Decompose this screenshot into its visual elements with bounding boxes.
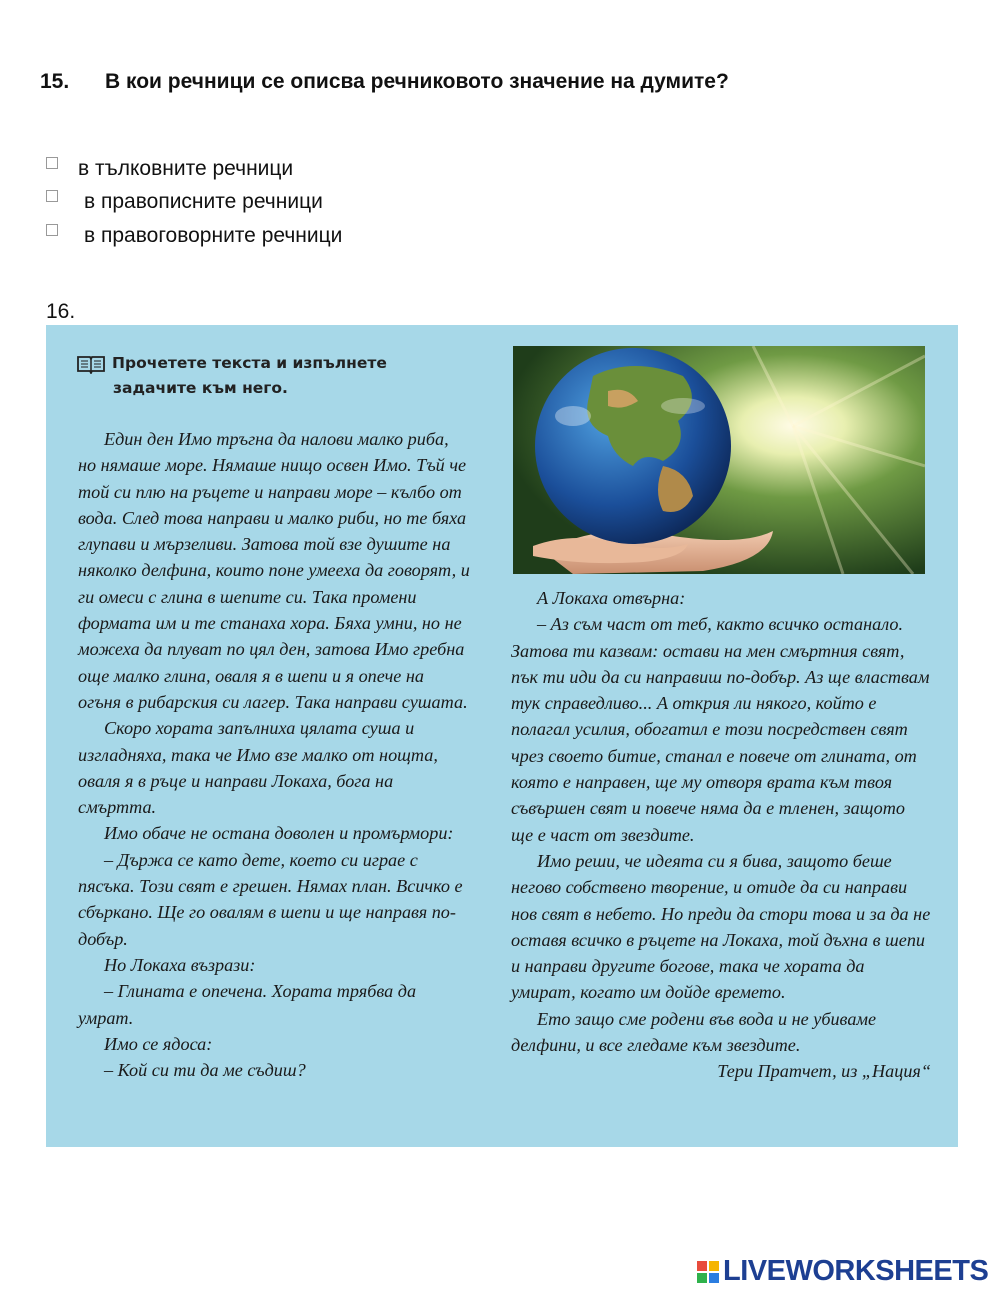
task-line-2: задачите към него. <box>113 379 288 397</box>
answer-label: в правописните речници <box>84 190 323 213</box>
story-paragraph: – Аз съм част от теб, както всичко останало. Затова ти казвам: остави на мен смъртния свят, пък ти иди да си направиш по-добър. Аз ще властвам тук справедливо... А открия ли някого, който е полагал усилия, обогатил е този посредствен свят чрез своето битие, станал е повече от глината, от която е направен, ще му отворя врата към твоя съвършен свят и повече няма да е тленен, защото ще е част от звездите. <box>511 614 930 845</box>
story-paragraph: Ето защо сме родени във вода и не убиваме делфини, и все гледаме към звездите. <box>511 1008 877 1056</box>
question-16-number: 16. <box>46 300 76 323</box>
checkbox[interactable] <box>46 157 58 169</box>
answer-option[interactable] <box>46 157 293 181</box>
story-paragraph: – Държа се като дете, което си играе с пясъка. Този свят е грешен. Нямах план. Всичко е сбъркано. Ще го овалям в шепи и ще направя по-добър. <box>78 849 463 949</box>
story-paragraph: Един ден Имо тръгна да налови малко риба, но нямаше море. Нямаше нищо освен Имо. Тъй че той си плю на ръцете и направи море – кълбо от вода. След това направи и малко риби, но те бяха глупави и мързеливи. Затова той взе душите на няколко делфина, които поне умееха да говорят, и ги омеси с глина в шепите си. Така промени формата им и те станаха хора. Бяха умни, но не можеха да плуват по цял ден, затова Имо гребна още малко глина, оваля я в шепи и я опече на огъня в рибарския си лагер. Така направи сушата. <box>78 429 470 712</box>
answer-option[interactable] <box>46 190 323 214</box>
story-paragraph: – Глината е опечена. Хората трябва да умрат. <box>78 981 417 1028</box>
checkbox[interactable] <box>46 224 58 236</box>
story-left-column <box>78 426 470 1083</box>
task-instruction <box>76 351 406 401</box>
story-paragraph: Скоро хората запълниха цялата суша и изгладняха, така че Имо взе малко от нощта, овaля я в ръце и направи Локаха, бога на смъртта. <box>78 718 438 818</box>
story-paragraph: Имо се ядоса: <box>104 1033 213 1054</box>
story-paragraph: Имо реши, че идеята си я бива, защото беше негово собствено творение, и отиде да си направи нов свят в небето. Но преди да стори това и за да не оставя всичко в ръцете на Локаха, той дъхна в шепи и направи другите богове, така че хората да умират, когато им дойде времето. <box>511 850 931 1003</box>
story-paragraph: А Локаха отвърна: <box>537 588 686 608</box>
question-number: 15. <box>40 70 70 93</box>
checkbox[interactable] <box>46 190 58 202</box>
question-text: В кои речници се описва речниковото значение на думите? <box>105 70 729 93</box>
globe-in-hands-image <box>513 346 925 574</box>
liveworksheets-logo <box>697 1255 988 1288</box>
reading-panel <box>46 325 958 1147</box>
answer-option[interactable] <box>46 224 342 248</box>
question-15 <box>40 70 729 94</box>
answer-label: в тълковните речници <box>78 157 294 180</box>
story-paragraph: – Кой си ти да ме съдиш? <box>104 1060 306 1081</box>
story-paragraph: Но Локаха възрази: <box>104 954 256 975</box>
open-book-icon <box>76 354 106 374</box>
author-credit: Тери Пратчет, из „Нация“ <box>717 1061 931 1082</box>
logo-text: LIVEWORKSHEETS <box>723 1255 989 1287</box>
story-right-column <box>511 585 931 1085</box>
answer-label: в правоговорните речници <box>84 224 343 247</box>
task-line-1: Прочетете текста и изпълнете <box>112 354 387 372</box>
story-paragraph: Имо обаче не остана доволен и промърмори: <box>104 823 454 844</box>
logo-tiles-icon <box>697 1261 719 1283</box>
